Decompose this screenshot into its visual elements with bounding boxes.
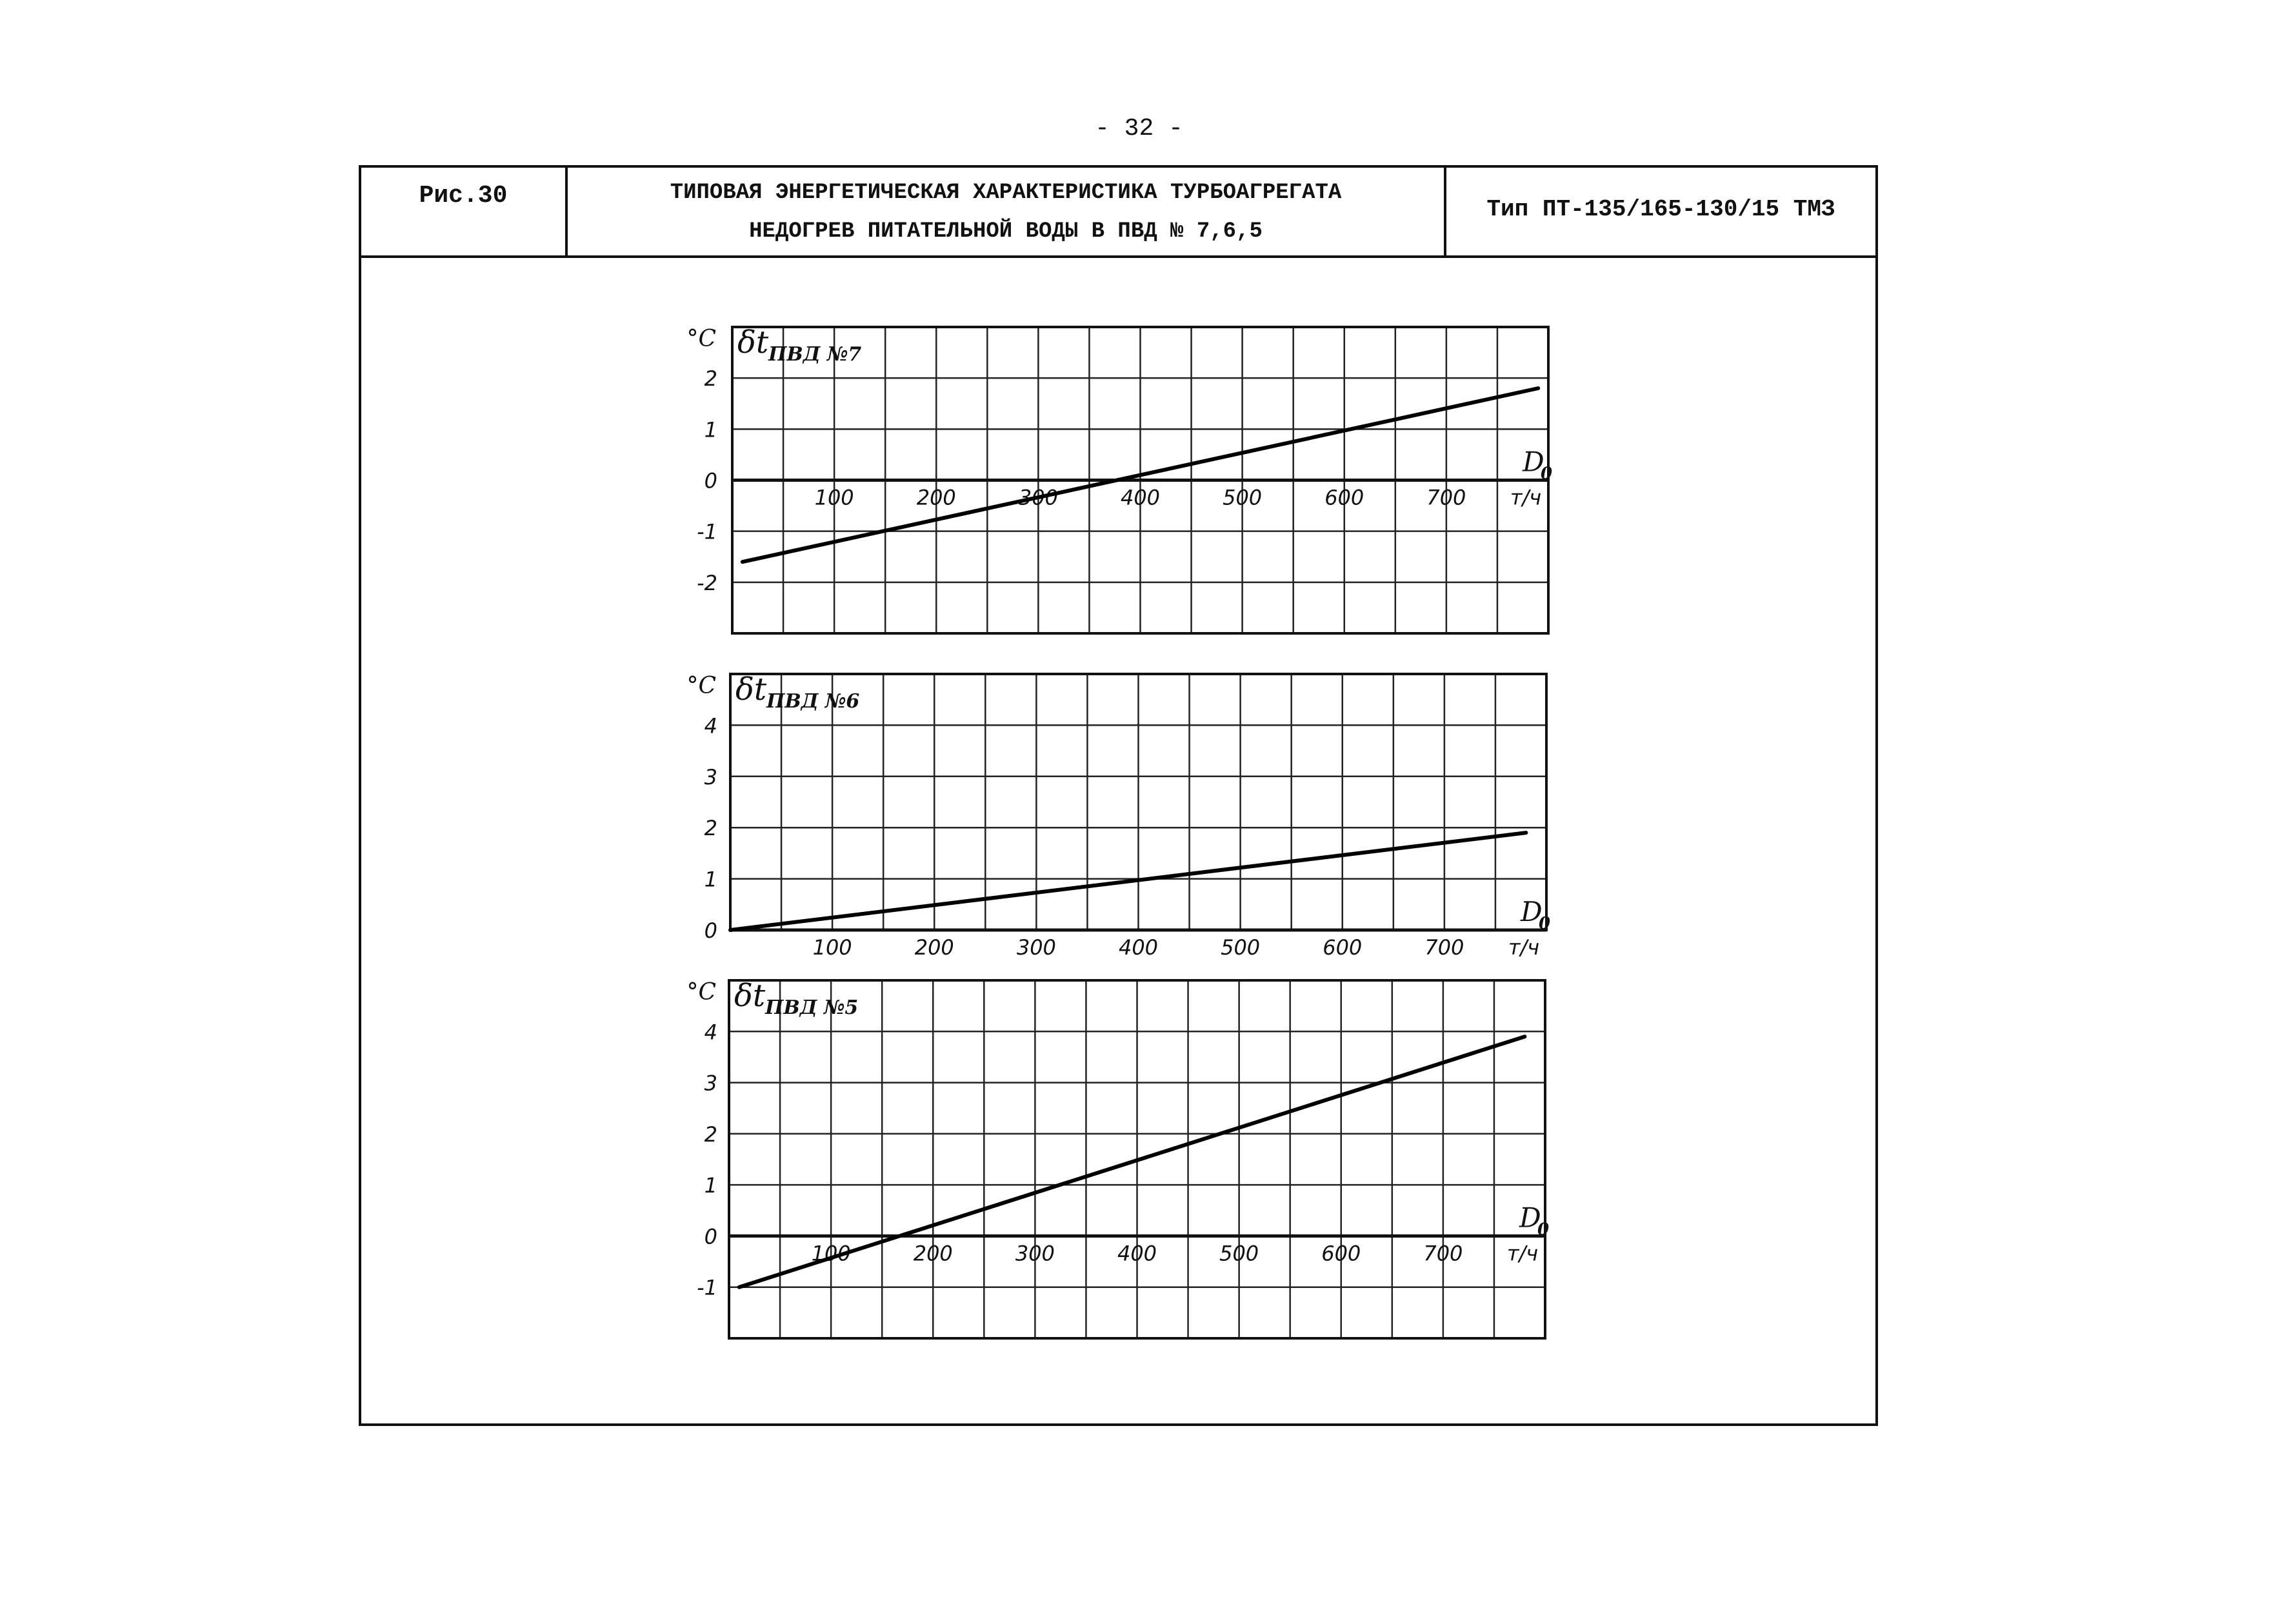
chart-1 (686, 324, 1552, 633)
y-tick-label: 1 (704, 1173, 717, 1198)
x-axis-label: D (1519, 1202, 1541, 1234)
x-tick-label: 300 (1016, 935, 1056, 960)
x-axis-label: D (1521, 896, 1543, 927)
x-tick-label: 200 (913, 1241, 953, 1266)
y-axis-label: δt (734, 978, 766, 1014)
series-line-1 (730, 833, 1526, 930)
x-tick-label: 600 (1321, 1241, 1361, 1266)
chart-2 (686, 671, 1550, 960)
y-unit-label: °C (686, 979, 716, 1005)
x-tick-label: 200 (914, 935, 954, 960)
y-tick-label: 3 (704, 764, 717, 789)
y-axis-label-sub: ПВД №7 (768, 343, 862, 366)
page-number: - 32 - (1095, 115, 1183, 143)
x-axis-label: D (1523, 446, 1544, 478)
y-tick-label: 1 (704, 867, 717, 892)
x-tick-label: 300 (1015, 1241, 1055, 1266)
y-tick-label: 3 (704, 1071, 717, 1096)
x-tick-label: 700 (1426, 485, 1466, 510)
y-tick-label: 4 (704, 1020, 717, 1045)
x-tick-label: 100 (811, 1241, 851, 1266)
x-tick-label: 700 (1424, 935, 1464, 960)
x-axis-label-sub: 0 (1541, 464, 1553, 484)
x-unit-label: т/ч (1506, 1241, 1539, 1266)
y-tick-label: 2 (704, 816, 717, 841)
y-tick-label: 2 (704, 1122, 717, 1147)
x-tick-label: 700 (1423, 1241, 1463, 1266)
y-tick-label: 0 (704, 918, 717, 943)
x-tick-label: 400 (1118, 935, 1159, 960)
x-tick-label: 100 (814, 485, 854, 510)
x-tick-label: 400 (1117, 1241, 1157, 1266)
x-tick-label: 500 (1221, 935, 1261, 960)
y-tick-label: -2 (697, 570, 717, 595)
x-tick-label: 400 (1120, 485, 1161, 510)
y-axis-label: δt (737, 324, 769, 361)
y-unit-label: °C (686, 673, 716, 699)
x-tick-label: 100 (812, 935, 852, 960)
y-tick-label: -1 (697, 1275, 717, 1300)
y-unit-label: °C (686, 326, 716, 352)
y-axis-label-sub: ПВД №5 (765, 996, 859, 1019)
x-tick-label: 600 (1323, 935, 1363, 960)
y-tick-label: 0 (704, 1224, 717, 1249)
x-tick-label: 200 (916, 485, 956, 510)
y-tick-label: 2 (704, 366, 717, 391)
x-axis-label-sub: 0 (1537, 1220, 1550, 1240)
y-axis-label: δt (735, 671, 767, 708)
x-tick-label: 500 (1223, 485, 1263, 510)
x-axis-label-sub: 0 (1539, 914, 1551, 933)
x-tick-label: 500 (1219, 1241, 1259, 1266)
y-tick-label: 4 (704, 713, 717, 738)
x-tick-label: 300 (1018, 485, 1058, 510)
turbine-type: Тип ПТ-135/165-130/15 ТМЗ (1486, 196, 1835, 223)
x-unit-label: т/ч (1508, 935, 1540, 960)
title-line-2: НЕДОГРЕВ ПИТАТЕЛЬНОЙ ВОДЫ В ПВД № 7,6,5 (749, 219, 1263, 244)
chart-3 (686, 978, 1549, 1338)
y-tick-label: 0 (704, 468, 717, 493)
y-tick-label: -1 (697, 519, 717, 544)
title-line-1: ТИПОВАЯ ЭНЕРГЕТИЧЕСКАЯ ХАРАКТЕРИСТИКА ТУРБОАГРЕГАТА (670, 181, 1342, 205)
y-tick-label: 1 (704, 417, 717, 442)
x-unit-label: т/ч (1510, 485, 1542, 510)
figure-number: Рис.30 (361, 168, 568, 255)
y-axis-label-sub: ПВД №6 (766, 690, 860, 713)
x-tick-label: 600 (1324, 485, 1364, 510)
